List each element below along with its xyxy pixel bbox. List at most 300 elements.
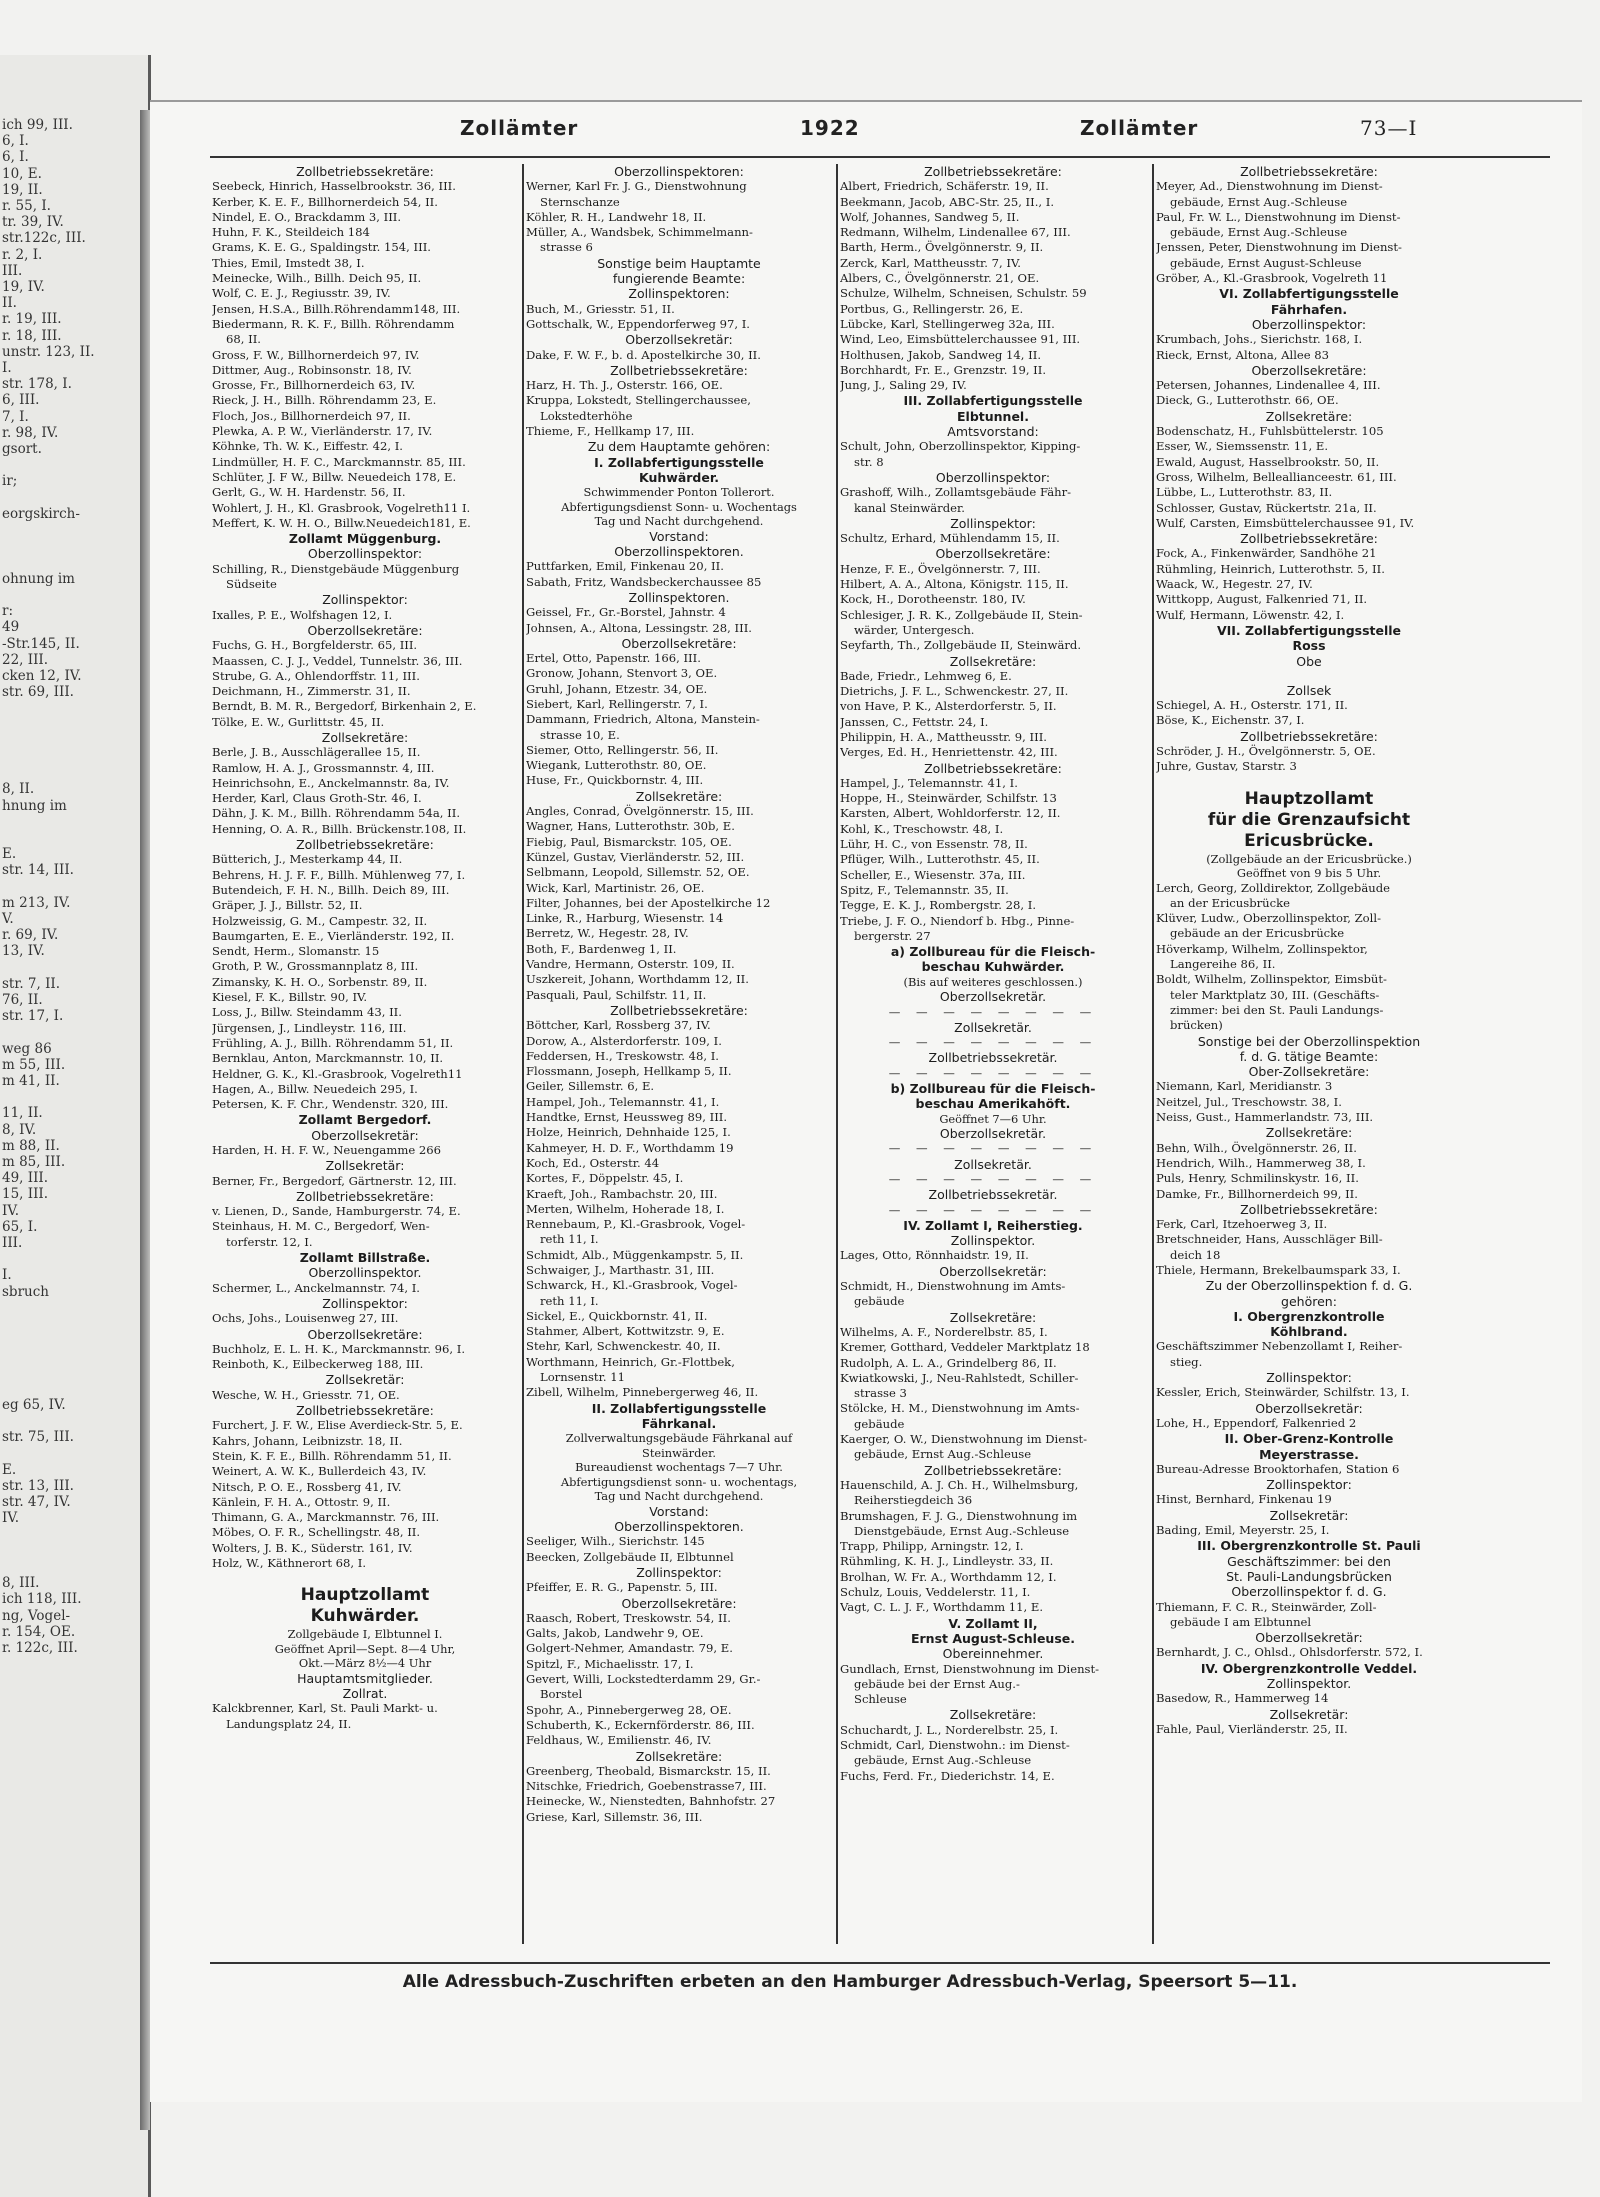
rank-heading: gehören: <box>1281 1293 1337 1309</box>
directory-entry: strasse 10, E. <box>540 727 620 742</box>
directory-entry: Schwarck, H., Kl.-Grasbrook, Vogel- <box>526 1278 738 1293</box>
margin-fragment: cken 12, IV. <box>2 667 82 684</box>
rank-heading: Zollsekretäre: <box>1265 1125 1353 1141</box>
rank-heading: Zollinspektor: <box>636 1564 722 1580</box>
directory-entry: Höverkamp, Wilhelm, Zollinspektor, <box>1156 941 1368 956</box>
directory-entry: Rühmling, K. H. J., Lindleystr. 33, II. <box>840 1554 1054 1569</box>
header-year: 1922 <box>800 116 860 140</box>
margin-fragment <box>0 749 148 765</box>
spacer <box>1156 669 1462 683</box>
margin-fragment <box>0 1332 148 1348</box>
directory-page <box>150 100 1582 2102</box>
directory-entry: Filter, Johannes, bei der Apostelkirche 12 <box>526 895 771 910</box>
directory-entry: Thiemann, F. C. R., Steinwärder, Zoll- <box>1156 1599 1377 1614</box>
vacant-line: — — — — — — — — <box>888 1202 1098 1217</box>
margin-fragment: 65, I. <box>2 1218 38 1235</box>
directory-entry: Meyer, Ad., Dienstwohnung im Dienst- <box>1156 179 1383 194</box>
rank-heading: Zollbetriebssekretäre: <box>924 1462 1062 1478</box>
rank-heading: Zollinspektor: <box>950 515 1036 531</box>
directory-entry: Kalckbrenner, Karl, St. Pauli Markt- u. <box>212 1701 438 1716</box>
directory-entry: Harden, H. H. F. W., Neuengamme 266 <box>212 1143 441 1157</box>
margin-fragment: str.122c, III. <box>2 230 86 247</box>
directory-entry: Sickel, E., Quickbornstr. 41, II. <box>526 1308 708 1323</box>
directory-entry: Müller, A., Wandsbek, Schimmelmann- <box>526 225 753 240</box>
margin-fragment <box>0 1251 148 1267</box>
directory-entry: Ramlow, H. A. J., Grossmannstr. 4, III. <box>212 760 435 775</box>
margin-fragment: 19, II. <box>2 181 43 198</box>
margin-fragment <box>0 1024 148 1040</box>
directory-entry: Schlüter, J. F W., Billw. Neuedeich 178, E. <box>212 469 457 484</box>
directory-entry: Meinecke, Wilh., Billh. Deich 95, II. <box>212 271 422 286</box>
margin-fragment: 6, III. <box>2 392 40 409</box>
rank-heading: Oberzollsekretäre: <box>307 622 423 638</box>
directory-entry: Jensen, H.S.A., Billh.Röhrendamm148, III. <box>212 301 461 316</box>
directory-entry: Fock, A., Finkenwärder, Sandhöhe 21 <box>1156 546 1377 561</box>
directory-entry: Siebert, Karl, Rellingerstr. 7, I. <box>526 697 708 711</box>
columns <box>212 164 1552 1944</box>
directory-entry: Plewka, A. P. W., Vierländerstr. 17, IV. <box>212 424 433 439</box>
directory-entry: Reiherstiegdeich 36 <box>854 1493 973 1508</box>
margin-fragment <box>0 960 148 976</box>
previous-page-fragment <box>0 55 151 2197</box>
rank-heading: Zollsekretäre: <box>949 653 1037 669</box>
directory-entry: Nindel, E. O., Brackdamm 3, III. <box>212 209 402 224</box>
rank-heading: Amtsvorstand: <box>947 424 1039 440</box>
directory-entry: Behn, Wilh., Övelgönnerstr. 26, II. <box>1156 1140 1357 1155</box>
rank-heading: Zollbetriebssekretäre: <box>296 837 434 853</box>
margin-fragment: eorgskirch- <box>2 505 80 522</box>
directory-entry: gebäude I am Elbtunnel <box>1170 1614 1312 1629</box>
directory-entry: Klüver, Ludw., Oberzollinspektor, Zoll- <box>1156 911 1381 926</box>
directory-entry: Hampel, Joh., Telemannstr. 41, I. <box>526 1094 720 1109</box>
office-note: Tag und Nacht durchgehend. <box>594 514 764 529</box>
directory-entry: Borchhardt, Fr. E., Grenzstr. 19, II. <box>840 362 1047 377</box>
directory-entry: Möbes, O. F. R., Schellingstr. 48, II. <box>212 1525 421 1540</box>
page-number: 73—I <box>1360 116 1418 140</box>
rank-heading: Zollsekretär. <box>954 1156 1032 1172</box>
directory-entry: Bretschneider, Hans, Ausschläger Bill- <box>1156 1232 1383 1247</box>
margin-fragment <box>0 538 148 554</box>
directory-entry: an der Ericusbrücke <box>1170 895 1291 910</box>
office-heading: I. Zollabfertigungsstelle <box>594 454 764 470</box>
office-note: Bureaudienst wochentags 7—7 Uhr. <box>575 1460 783 1475</box>
directory-entry: Krumbach, Johs., Sierichstr. 168, I. <box>1156 332 1363 347</box>
directory-entry: Fuchs, Ferd. Fr., Diederichstr. 14, E. <box>840 1768 1055 1783</box>
directory-entry: Landungsplatz 24, II. <box>226 1716 352 1731</box>
directory-entry: Dittmer, Aug., Robinsonstr. 18, IV. <box>212 362 412 377</box>
directory-entry: Pflüger, Wilh., Lutterothstr. 45, II. <box>840 852 1040 867</box>
directory-entry: Gross, F. W., Billhornerdeich 97, IV. <box>212 347 420 362</box>
directory-entry: Gerlt, G., W. H. Hardenstr. 56, II. <box>212 485 406 500</box>
directory-entry: Wind, Leo, Eimsbüttelerchaussee 91, III. <box>840 332 1081 347</box>
directory-entry: Behrens, H. J. F. F., Billh. Mühlenweg 77, I. <box>212 867 466 882</box>
directory-entry: Holz, W., Käthnerort 68, I. <box>212 1556 367 1571</box>
margin-fragment: 76, II. <box>2 991 43 1008</box>
office-note: (Bis auf weiteres geschlossen.) <box>903 974 1083 989</box>
margin-fragment <box>0 700 148 716</box>
directory-entry: Biedermann, R. K. F., Billh. Röhrendamm <box>212 316 455 331</box>
directory-entry: Lokstedterhöhe <box>540 408 633 423</box>
rank-heading: Zollinspektor: <box>322 592 408 608</box>
page-header <box>150 110 1550 150</box>
main-office-heading: Hauptzollamt <box>1244 788 1374 809</box>
office-heading: IV. Zollamt I, Reiherstieg. <box>903 1217 1083 1233</box>
margin-fragment: 8, IV. <box>2 1121 37 1138</box>
rank-heading: Zollsekretäre: <box>635 1748 723 1764</box>
directory-entry: Both, F., Bardenweg 1, II. <box>526 941 677 956</box>
directory-entry: Bernhardt, J. C., Ohlsd., Ohlsdorferstr. 572, I. <box>1156 1645 1423 1660</box>
directory-entry: gebäude, Ernst Aug.-Schleuse <box>854 1753 1032 1768</box>
directory-entry: Gundlach, Ernst, Dienstwohnung im Dienst- <box>840 1661 1100 1676</box>
rank-heading: Zollinspektor: <box>1266 1477 1352 1493</box>
directory-entry: Berndt, B. M. R., Bergedorf, Birkenhain 2, E. <box>212 699 477 714</box>
margin-fragment: IV. <box>2 1202 20 1219</box>
rank-heading: Oberzollsekretär: <box>625 332 733 348</box>
main-office-heading: Kuhwärder. <box>310 1606 420 1627</box>
directory-entry: Feddersen, H., Treskowstr. 48, I. <box>526 1048 719 1063</box>
directory-entry: Kiesel, F. K., Billstr. 90, IV. <box>212 990 368 1005</box>
directory-entry: Ixalles, P. E., Wolfshagen 12, I. <box>212 607 393 622</box>
rank-heading: Zollinspektor. <box>950 1233 1036 1249</box>
directory-entry: Deichmann, H., Zimmerstr. 31, II. <box>212 684 411 699</box>
directory-entry: Neitzel, Jul., Treschowstr. 38, I. <box>1156 1094 1342 1109</box>
column-divider <box>836 164 838 1944</box>
directory-entry: Griese, Karl, Sillemstr. 36, III. <box>526 1809 703 1824</box>
directory-entry: Ewald, August, Hasselbrookstr. 50, II. <box>1156 454 1380 469</box>
margin-fragment: str. 17, I. <box>2 1008 64 1025</box>
office-note: Tag und Nacht durchgehend. <box>594 1489 764 1504</box>
rank-heading: Zollbetriebssekretäre: <box>1240 1201 1378 1217</box>
vacant-line: — — — — — — — — <box>888 1172 1098 1186</box>
directory-entry: Bading, Emil, Meyerstr. 25, I. <box>1156 1523 1330 1538</box>
directory-entry: Raasch, Robert, Treskowstr. 54, II. <box>526 1610 731 1625</box>
column-4 <box>1156 164 1462 1944</box>
rank-heading: Oberzollsekretär: <box>1255 1400 1363 1416</box>
directory-entry: Thieme, F., Hellkamp 17, III. <box>526 424 695 439</box>
rank-heading: Oberzollsekretäre: <box>1251 362 1367 378</box>
margin-fragment: I. <box>2 1267 12 1284</box>
directory-entry: Geissel, Fr., Gr.-Borstel, Jahnstr. 4 <box>526 605 726 620</box>
directory-entry: Johnsen, A., Altona, Lessingstr. 28, III. <box>526 620 752 635</box>
rank-heading: Obereinnehmer. <box>942 1646 1044 1662</box>
directory-entry: Henze, F. E., Övelgönnerstr. 7, III. <box>840 561 1041 576</box>
directory-entry: Schilling, R., Dienstgebäude Müggenburg <box>212 561 460 576</box>
margin-fragment: str. 7, II. <box>2 975 61 992</box>
main-office-heading: für die Grenzaufsicht <box>1207 809 1411 830</box>
rank-heading: Oberzollinspektor. <box>308 1265 422 1281</box>
margin-fragment: sbruch <box>2 1283 49 1300</box>
directory-entry: Henning, O. A. R., Billh. Brückenstr.108, II. <box>212 821 467 836</box>
directory-entry: Strube, G. A., Ohlendorffstr. 11, III. <box>212 668 420 683</box>
directory-entry: Huse, Fr., Quickbornstr. 4, III. <box>526 773 704 788</box>
rank-heading: Zollbetriebssekretäre: <box>296 1188 434 1204</box>
directory-entry: Schultz, Erhard, Mühlendamm 15, II. <box>840 531 1060 546</box>
directory-entry: Kremer, Gotthard, Veddeler Marktplatz 18 <box>840 1340 1090 1355</box>
directory-entry: Puls, Henry, Schmilinskystr. 16, II. <box>1156 1171 1359 1186</box>
directory-entry: Fahle, Paul, Vierländerstr. 25, II. <box>1156 1721 1348 1736</box>
directory-entry: Wittkopp, August, Falkenried 71, II. <box>1156 592 1368 607</box>
directory-entry: Dähn, J. K. M., Billh. Röhrendamm 54a, II. <box>212 806 461 821</box>
margin-fragment <box>0 587 148 603</box>
directory-entry: Trapp, Philipp, Arningstr. 12, I. <box>840 1539 1024 1554</box>
spacer <box>1156 775 1462 789</box>
directory-entry: Dake, F. W. F., b. d. Apostelkirche 30, II. <box>526 347 761 362</box>
directory-entry: Holzweissig, G. M., Campestr. 32, II. <box>212 913 428 928</box>
directory-entry: v. Lienen, D., Sande, Hamburgerstr. 74, E. <box>212 1204 461 1219</box>
vacant-line: — — — — — — — — <box>888 1141 1098 1156</box>
directory-entry: Pasquali, Paul, Schilfstr. 11, II. <box>526 987 707 1002</box>
publisher-footer: Alle Adressbuch-Zuschriften erbeten an den Hamburger Adressbuch-Verlag, Speersort 5—11. <box>402 1972 1298 1992</box>
column-divider <box>1152 164 1154 1944</box>
directory-entry: Köhnke, Th. W. K., Eiffestr. 42, I. <box>212 439 403 454</box>
margin-fragment: 22, III. <box>2 651 49 668</box>
margin-fragment: m 41, II. <box>2 1072 60 1089</box>
directory-entry: Jürgensen, J., Lindleystr. 116, III. <box>212 1020 407 1035</box>
directory-entry: torferstr. 12, I. <box>226 1234 313 1249</box>
directory-entry: Borstel <box>540 1687 583 1702</box>
directory-entry: Sabath, Fritz, Wandsbeckerchaussee 85 <box>526 574 762 589</box>
rank-heading: f. d. G. tätige Beamte: <box>1239 1048 1379 1064</box>
rank-heading: Oberzollsekretär: <box>311 1127 419 1143</box>
directory-entry: Grosse, Fr., Billhornerdeich 63, IV. <box>212 378 416 393</box>
main-office-heading: Hauptzollamt <box>300 1585 430 1606</box>
directory-entry: Weinert, A. W. K., Bullerdeich 43, IV. <box>212 1464 427 1479</box>
main-office-heading: Ericusbrücke. <box>1244 830 1374 851</box>
margin-fragment: 49 <box>2 619 20 636</box>
directory-entry: Grams, K. E. G., Spaldingstr. 154, III. <box>212 240 431 255</box>
rank-heading: Oberzollinspektor: <box>1251 316 1367 332</box>
margin-fragment <box>0 717 148 733</box>
directory-entry: Känlein, F. H. A., Ottostr. 9, II. <box>212 1494 391 1509</box>
directory-entry: Gräper, J. J., Billstr. 52, II. <box>212 898 363 913</box>
rank-heading: Vorstand: <box>649 528 709 544</box>
margin-fragment: 8, III. <box>2 1575 40 1592</box>
directory-entry: Schiegel, A. H., Osterstr. 171, II. <box>1156 698 1348 713</box>
rank-heading: Zollsekretär: <box>325 1158 405 1174</box>
directory-entry: Kerber, K. E. F., Billhornerdeich 54, II. <box>212 194 438 209</box>
margin-fragment: str. 69, III. <box>2 684 74 701</box>
margin-fragment <box>0 522 148 538</box>
directory-entry: Hoppe, H., Steinwärder, Schilfstr. 13 <box>840 791 1057 806</box>
directory-entry: Beekmann, Jacob, ABC-Str. 25, II., I. <box>840 194 1055 209</box>
office-heading: beschau Kuhwärder. <box>921 959 1065 975</box>
office-heading: Kuhwärder. <box>639 469 719 485</box>
margin-fragment: m 55, III. <box>2 1056 66 1073</box>
directory-entry: Juhre, Gustav, Starstr. 3 <box>1156 759 1297 774</box>
rank-heading: Zollsekretär. <box>954 1019 1032 1035</box>
directory-entry: stieg. <box>1170 1354 1203 1369</box>
directory-entry: Wulf, Hermann, Löwenstr. 42, I. <box>1156 607 1345 622</box>
rank-heading: Hauptamtsmitglieder. <box>297 1670 433 1686</box>
directory-entry: Rudolph, A. L. A., Grindelberg 86, II. <box>840 1355 1057 1370</box>
rank-heading: Zollrat. <box>342 1686 388 1702</box>
margin-fragment: str. 178, I. <box>2 376 72 393</box>
rank-heading: Zollsekretär: <box>1269 1706 1349 1722</box>
directory-entry: Wagner, Hans, Lutterothstr. 30b, E. <box>526 819 735 834</box>
rank-heading: fungierende Beamte: <box>612 271 746 287</box>
directory-entry: Hendrich, Wilh., Hammerweg 38, I. <box>1156 1155 1366 1170</box>
directory-entry: Kruppa, Lokstedt, Stellingerchaussee, <box>526 393 751 408</box>
directory-entry: Künzel, Gustav, Vierländerstr. 52, III. <box>526 849 745 864</box>
directory-entry: Hinst, Bernhard, Finkenau 19 <box>1156 1492 1332 1507</box>
rank-heading: Zollsekretär: <box>325 1372 405 1388</box>
directory-entry: Angles, Conrad, Övelgönnerstr. 15, III. <box>526 804 754 819</box>
directory-entry: Sternschanze <box>540 194 620 209</box>
directory-entry: Floch, Jos., Billhornerdeich 97, II. <box>212 408 411 423</box>
rank-heading: Sonstige beim Hauptamte <box>597 255 761 271</box>
rank-heading: Oberzollsekretäre: <box>621 635 737 651</box>
directory-entry: Schlosser, Gustav, Rückertstr. 21a, II. <box>1156 500 1377 515</box>
office-note: Zollverwaltungsgebäude Fährkanal auf <box>565 1431 793 1446</box>
directory-entry: Selbmann, Leopold, Sillemstr. 52, OE. <box>526 865 750 880</box>
rank-heading: Vorstand: <box>649 1503 709 1519</box>
directory-entry: Ferk, Carl, Itzehoerweg 3, II. <box>1156 1217 1328 1232</box>
directory-entry: Schulze, Wilhelm, Schneisen, Schulstr. 59 <box>840 286 1087 301</box>
rank-heading: Oberzollinspektoren. <box>614 544 744 560</box>
office-heading: V. Zollamt II, <box>948 1615 1038 1631</box>
directory-entry: Hampel, J., Telemannstr. 41, I. <box>840 775 1018 790</box>
directory-entry: teler Marktplatz 30, III. (Geschäfts- <box>1170 987 1380 1002</box>
office-heading: I. Obergrenzkontrolle <box>1233 1308 1385 1324</box>
column-2 <box>526 164 832 1944</box>
directory-entry: Dammann, Friedrich, Altona, Manstein- <box>526 712 760 727</box>
directory-entry: Geschäftszimmer Nebenzollamt I, Reiher- <box>1156 1339 1403 1354</box>
office-heading: III. Obergrenzkontrolle St. Pauli <box>1197 1538 1421 1554</box>
directory-entry: gebäude bei der Ernst Aug.- <box>854 1676 1020 1691</box>
rank-heading: Zollbetriebssekretäre: <box>1240 728 1378 744</box>
directory-entry: Bureau-Adresse Brooktorhafen, Station 6 <box>1156 1461 1400 1476</box>
office-heading: II. Ober-Grenz-Kontrolle <box>1224 1431 1394 1447</box>
directory-entry: Holze, Heinrich, Dehnhaide 125, I. <box>526 1125 731 1140</box>
margin-fragment <box>0 1446 148 1462</box>
directory-entry: kanal Steinwärder. <box>854 500 965 515</box>
directory-entry: Schult, John, Oberzollinspektor, Kipping- <box>840 439 1081 454</box>
office-note: Geöffnet April—Sept. 8—4 Uhr, <box>274 1641 456 1656</box>
margin-fragment <box>0 554 148 570</box>
office-heading: a) Zollbureau für die Fleisch- <box>890 944 1096 960</box>
margin-fragment: 8, II. <box>2 781 35 798</box>
directory-entry: Damke, Fr., Billhornerdeich 99, II. <box>1156 1186 1358 1201</box>
directory-entry: Berner, Fr., Bergedorf, Gärtnerstr. 12, III. <box>212 1173 457 1188</box>
rank-heading: Oberzollinspektor: <box>935 469 1051 485</box>
office-note: Okt.—März 8½—4 Uhr <box>298 1656 432 1671</box>
office-heading: Ernst August-Schleuse. <box>910 1630 1076 1646</box>
directory-entry: Wick, Karl, Martinistr. 26, OE. <box>526 880 705 895</box>
rank-heading: Zollbetriebssekretäre: <box>610 1002 748 1018</box>
margin-fragment <box>0 1316 148 1332</box>
office-heading: VII. Zollabfertigungsstelle <box>1216 622 1402 638</box>
directory-entry: Merten, Wilhelm, Hoherade 18, I. <box>526 1201 725 1216</box>
directory-entry: Furchert, J. F. W., Elise Averdieck-Str. 5, E. <box>212 1418 463 1433</box>
directory-entry: Esser, W., Siemssenstr. 11, E. <box>1156 439 1329 454</box>
office-note: Geöffnet 7—6 Uhr. <box>939 1111 1047 1126</box>
directory-entry: Schwaiger, J., Marthastr. 31, III. <box>526 1262 715 1277</box>
office-heading: IV. Obergrenzkontrolle Veddel. <box>1200 1660 1418 1676</box>
directory-entry: Meffert, K. W. H. O., Billw.Neuedeich181, E. <box>212 515 471 530</box>
office-heading: Zollamt Billstraße. <box>299 1250 431 1266</box>
rank-heading: Zollbetriebssekretäre: <box>610 362 748 378</box>
rank-heading: Zollinspektoren. <box>628 589 730 605</box>
directory-entry: Lühr, H. C., von Essenstr. 78, II. <box>840 837 1028 852</box>
directory-entry: Kock, H., Dorotheenstr. 180, IV. <box>840 592 1026 607</box>
office-heading: Zollamt Müggenburg. <box>288 531 442 547</box>
rank-heading: Zollbetriebssekretäre: <box>924 760 1062 776</box>
directory-entry: Seeliger, Wilh., Sierichstr. 145 <box>526 1534 705 1549</box>
margin-fragment: 7, I. <box>2 408 29 425</box>
directory-entry: Seebeck, Hinrich, Hasselbrookstr. 36, III. <box>212 179 456 194</box>
directory-entry: Schmidt, Alb., Müggenkampstr. 5, II. <box>526 1247 744 1262</box>
directory-entry: Schleuse <box>854 1692 907 1707</box>
rank-heading: Ober-Zollsekretäre: <box>1248 1064 1370 1080</box>
rank-heading: Zollbetriebssekretäre: <box>1240 531 1378 547</box>
directory-entry: Holthusen, Jakob, Sandweg 14, II. <box>840 347 1041 362</box>
margin-fragment: E. <box>2 846 17 863</box>
rank-heading: Zollinspektor. <box>1266 1676 1352 1692</box>
margin-fragment: r. 69, IV. <box>2 927 59 944</box>
margin-fragment: eg 65, IV. <box>2 1397 66 1414</box>
rank-heading: Zollsek <box>1286 682 1332 698</box>
vacant-line: — — — — — — — — <box>888 1004 1098 1019</box>
directory-entry: 68, II. <box>226 332 261 347</box>
directory-entry: Hagen, A., Billw. Neuedeich 295, I. <box>212 1081 418 1096</box>
directory-entry: Gröber, A., Kl.-Grasbrook, Vogelreth 11 <box>1156 271 1388 286</box>
directory-entry: Böse, K., Eichenstr. 37, I. <box>1156 713 1305 728</box>
directory-entry: Zimansky, K. H. O., Sorbenstr. 89, II. <box>212 974 428 989</box>
margin-fragment: r. 122c, III. <box>2 1640 78 1657</box>
directory-entry: Lübbe, L., Lutterothstr. 83, II. <box>1156 485 1333 500</box>
rank-heading: Oberzollsekretär. <box>939 989 1047 1005</box>
office-note: Abfertigungsdienst Sonn- u. Wochentags <box>561 499 797 514</box>
margin-fragment: r. 98, IV. <box>2 424 59 441</box>
directory-entry: Janssen, C., Fettstr. 24, I. <box>840 714 989 729</box>
rank-heading: Oberzollsekretäre: <box>307 1326 423 1342</box>
directory-entry: Kraeft, Joh., Rambachstr. 20, III. <box>526 1186 718 1201</box>
directory-entry: Niemann, Karl, Meridianstr. 3 <box>1156 1079 1333 1094</box>
margin-fragment: str. 75, III. <box>2 1429 74 1446</box>
directory-entry: Albert, Friedrich, Schäferstr. 19, II. <box>840 179 1049 194</box>
directory-entry: Wohlert, J. H., Kl. Grasbrook, Vogelreth11 I. <box>212 500 471 515</box>
directory-entry: Dieck, G., Lutterothstr. 66, OE. <box>1156 393 1339 408</box>
margin-fragment: 49, III. <box>2 1170 49 1187</box>
margin-fragment <box>0 1559 148 1575</box>
directory-entry: Berretz, W., Hegestr. 28, IV. <box>526 926 689 941</box>
directory-entry: Kahmeyer, H. D. F., Worthdamm 19 <box>526 1140 734 1155</box>
directory-entry: von Have, P. K., Alsterdorferstr. 5, II. <box>840 699 1057 714</box>
rank-heading: Oberzollsekretär: <box>1255 1630 1363 1646</box>
vacant-line: — — — — — — — — <box>888 1065 1098 1080</box>
margin-fragment: gsort. <box>2 441 42 458</box>
directory-entry: Stölcke, H. M., Dienstwohnung im Amts- <box>840 1401 1080 1416</box>
directory-entry: Seyfarth, Th., Zollgebäude II, Steinwärd. <box>840 638 1082 653</box>
directory-entry: Kohl, K., Treschowstr. 48, I. <box>840 821 1004 836</box>
directory-entry: Kaerger, O. W., Dienstwohnung im Dienst- <box>840 1432 1088 1447</box>
directory-entry: Hauenschild, A. J. Ch. H., Wilhelmsburg, <box>840 1477 1079 1492</box>
directory-entry: Fiebig, Paul, Bismarckstr. 105, OE. <box>526 834 732 849</box>
directory-entry: Feldhaus, W., Emilienstr. 46, IV. <box>526 1733 712 1748</box>
directory-entry: Tegge, E. K. J., Rombergstr. 28, I. <box>840 898 1037 913</box>
directory-entry: Sendt, Herm., Slomanstr. 15 <box>212 944 380 959</box>
margin-fragment <box>0 765 148 781</box>
margin-fragment: hnung im <box>2 797 67 814</box>
margin-fragment: 15, III. <box>2 1186 49 1203</box>
rank-heading: Zollbetriebssekretäre: <box>296 164 434 179</box>
directory-entry: Spitz, F., Telemannstr. 35, II. <box>840 882 1009 897</box>
directory-entry: wärder, Untergesch. <box>854 622 975 637</box>
directory-entry: Wulf, Carsten, Eimsbüttelerchaussee 91, IV. <box>1156 515 1415 530</box>
rank-heading: Geschäftszimmer: bei den <box>1227 1553 1391 1569</box>
directory-entry: Huhn, F. K., Steildeich 184 <box>212 225 370 240</box>
margin-fragment: III. <box>2 262 23 279</box>
